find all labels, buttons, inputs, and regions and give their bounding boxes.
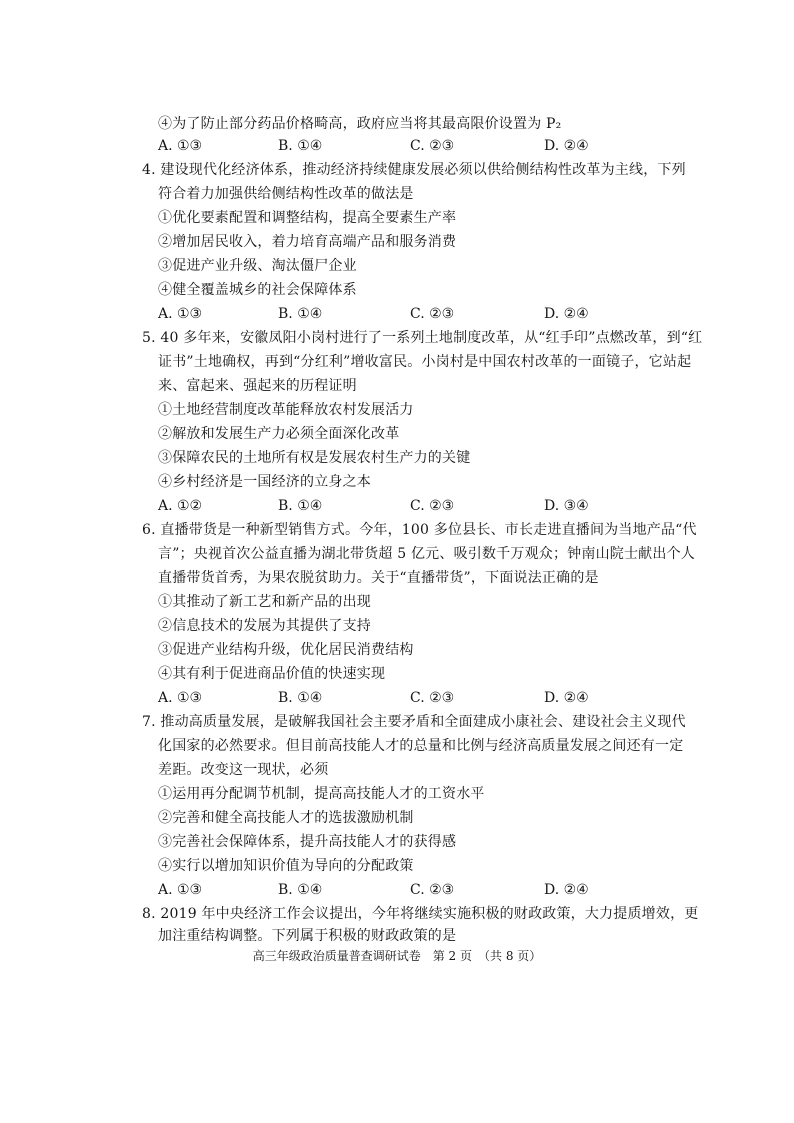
- q7-stem-line-1: 7. 推动高质量发展，是破解我国社会主要矛盾和全面建成小康社会、建设社会主义现代: [142, 714, 686, 730]
- q6-stem-line-3: 直播带货首秀，为果农脱贫助力。关于“直播带货”，下面说法正确的是: [158, 570, 599, 586]
- q3-option-a: A. ①③: [158, 138, 203, 154]
- q6-option-b: B. ①④: [278, 690, 323, 706]
- q4-option-d: D. ②④: [544, 306, 589, 322]
- q6-item-2: ②信息技术的发展为其提供了支持: [158, 618, 371, 634]
- q6-stem-line-2: 言”；央视首次公益直播为湖北带货超 5 亿元、吸引数千万观众；钟南山院士献出个人: [158, 546, 695, 562]
- q7-option-d: D. ②④: [544, 882, 589, 898]
- q6-option-a: A. ①③: [158, 690, 203, 706]
- q5-item-3: ③保障农民的土地所有权是发展农村生产力的关键: [158, 450, 471, 466]
- q4-option-a: A. ①③: [158, 306, 203, 322]
- q5-option-b: B. ①④: [278, 498, 323, 514]
- q8-stem-line-1: 8. 2019 年中央经济工作会议提出，今年将继续实施积极的财政政策，大力提质增效，更: [142, 906, 699, 922]
- q7-item-1: ①运用再分配调节机制，提高高技能人才的工资水平: [158, 786, 485, 802]
- q3-option-d: D. ②④: [544, 138, 589, 154]
- q5-stem-line-1: 5. 40 多年来，安徽凤阳小岗村进行了一系列土地制度改革，从“红手印”点燃改革，到“红: [142, 330, 703, 346]
- q4-item-4: ④健全覆盖城乡的社会保障体系: [158, 282, 357, 298]
- q7-option-b: B. ①④: [278, 882, 323, 898]
- q6-item-3: ③促进产业结构升级，优化居民消费结构: [158, 642, 414, 658]
- q6-option-c: C. ②③: [410, 690, 455, 706]
- q4-stem-line-1: 4. 建设现代化经济体系，推动经济持续健康发展必须以供给侧结构性改革为主线，下列: [142, 162, 686, 178]
- q4-item-2: ②增加居民收入，着力培育高端产品和服务消费: [158, 234, 457, 250]
- q5-option-c: C. ②③: [410, 498, 455, 514]
- q4-item-3: ③促进产业升级、淘汰僵尸企业: [158, 258, 357, 274]
- q7-item-2: ②完善和健全高技能人才的选拔激励机制: [158, 810, 414, 826]
- q5-item-2: ②解放和发展生产力必须全面深化改革: [158, 426, 400, 442]
- q6-option-d: D. ②④: [544, 690, 589, 706]
- q4-item-1: ①优化要素配置和调整结构，提高全要素生产率: [158, 210, 457, 226]
- page-footer: 高三年级政治质量普查调研试卷 第 2 页 （共 8 页）: [252, 949, 542, 963]
- q6-item-1: ①其推动了新工艺和新产品的出现: [158, 594, 371, 610]
- q7-item-4: ④实行以增加知识价值为导向的分配政策: [158, 858, 414, 874]
- q6-item-4: ④其有利于促进商品价值的快速实现: [158, 666, 386, 682]
- q6-stem-line-1: 6. 直播带货是一种新型销售方式。今年，100 多位县长、市长走进直播间为当地产品“代: [142, 522, 697, 538]
- q4-stem-line-2: 符合着力加强供给侧结构性改革的做法是: [158, 186, 414, 202]
- q5-option-d: D. ③④: [544, 498, 589, 514]
- q4-option-b: B. ①④: [278, 306, 323, 322]
- q7-stem-line-2: 化国家的必然要求。但目前高技能人才的总量和比例与经济高质量发展之间还有一定: [158, 738, 684, 754]
- q3-option-b: B. ①④: [278, 138, 323, 154]
- q8-stem-line-2: 加注重结构调整。下列属于积极的财政政策的是: [158, 928, 457, 944]
- q7-option-a: A. ①③: [158, 882, 203, 898]
- q5-stem-line-3: 来、富起来、强起来的历程证明: [158, 378, 357, 394]
- q3-item-4: ④为了防止部分药品价格畸高，政府应当将其最高限价设置为 P₂: [158, 116, 562, 132]
- q4-option-c: C. ②③: [410, 306, 455, 322]
- q7-option-c: C. ②③: [410, 882, 455, 898]
- q7-stem-line-3: 差距。改变这一现状，必须: [158, 762, 329, 778]
- q5-item-1: ①土地经营制度改革能释放农村发展活力: [158, 402, 414, 418]
- q3-option-c: C. ②③: [410, 138, 455, 154]
- q5-stem-line-2: 证书”土地确权，再到“分红利”增收富民。小岗村是中国农村改革的一面镜子，它站起: [158, 354, 692, 370]
- q7-item-3: ③完善社会保障体系，提升高技能人才的获得感: [158, 834, 457, 850]
- q5-item-4: ④乡村经济是一国经济的立身之本: [158, 474, 371, 490]
- q5-option-a: A. ①②: [158, 498, 203, 514]
